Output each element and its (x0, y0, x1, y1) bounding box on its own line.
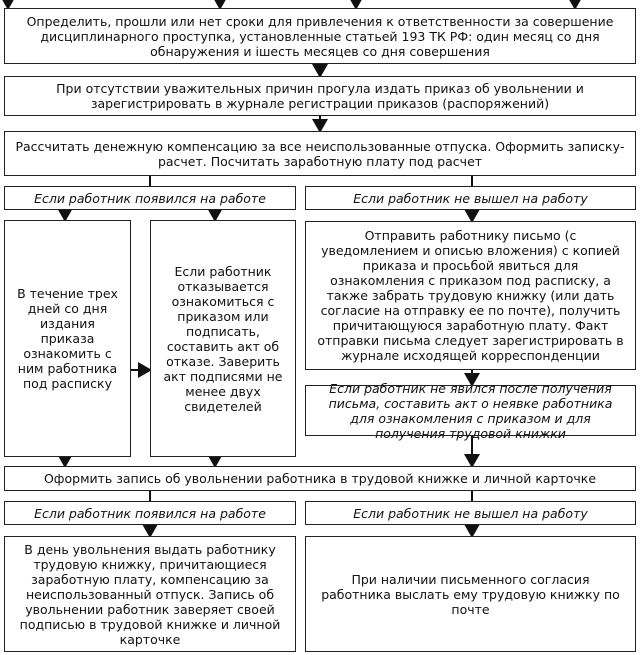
issue-book-text: В день увольнения выдать работнику трудовую книжку, причитающиеся заработную плату, компенсацию за неиспользованный отпуск. Запись об увольнении работник заверяет своей подписью в трудовой книжке и личной карточке (19, 541, 281, 647)
branch1-not-appeared-header (305, 186, 636, 210)
branch2-not-appeared-header (305, 501, 636, 525)
branch2-appeared-label: Если работник появился на работе (34, 505, 266, 521)
refuse-act-box (150, 220, 296, 457)
branch1-appeared-header (4, 186, 296, 210)
branch2-not-appeared-label: Если работник не вышел на работу (353, 505, 588, 521)
step-record-text: Оформить запись об увольнении работника в трудовой книжке и личной карточке (43, 471, 597, 486)
branch1-appeared-label: Если работник появился на работе (34, 190, 266, 206)
branch2-appeared-header (4, 501, 296, 525)
step-record (4, 466, 636, 491)
step-deadlines-text: Определить, прошли или нет сроки для привлечения к ответственности за совершение дисциплинарного проступка, установленные статьей 193 ТК РФ: один месяц со дня обнаружения и iшесть месяцев со дня совершения (26, 13, 614, 59)
acquaint-text: В течение трех дней со дня издания приказа ознакомить с ним работника под расписку (17, 286, 118, 391)
no-show-act-box (305, 380, 636, 441)
no-show-act-text: Если работник не явился после получения письма, составить акт о неявке работника для ознакомления с приказом и для получения трудовой книжки (328, 380, 613, 441)
mail-book-text: При наличии письменного согласия работника выслать ему трудовую книжку по почте (321, 571, 620, 617)
mail-book-box (305, 536, 636, 652)
step-compensation-text: Рассчитать денежную компенсацию за все неиспользованные отпуска. Оформить записку-расчет. Посчитать заработную плату под расчет (15, 138, 625, 169)
step-order (4, 76, 636, 116)
send-letter-box (305, 221, 636, 370)
branch1-not-appeared-label: Если работник не вышел на работу (353, 190, 588, 206)
issue-book-box (4, 536, 296, 652)
send-letter-text: Отправить работнику письмо (с уведомлением и описью вложения) с копией приказа и просьбой явиться для ознакомления с приказом под расписку, а также забрать трудовую книжку (или дать согласие на отправку ее по почте), получить причитающуюся заработную плату. Факт отправки письма следует зарегистрировать в журнале исходящей корреспонденции (317, 228, 624, 363)
step-compensation (4, 131, 636, 176)
step-order-text: При отсутствии уважительных причин прогула издать приказ об увольнении и зарегистрировать в журнале регистрации приказов (распоряжений) (56, 81, 584, 111)
refuse-act-text: Если работник отказывается ознакомиться с приказом или подписать, составить акт об отказе. Заверить акт подписями не менее двух свидетелей (163, 263, 283, 414)
step-deadlines (4, 8, 636, 64)
acquaint-box (4, 220, 131, 457)
